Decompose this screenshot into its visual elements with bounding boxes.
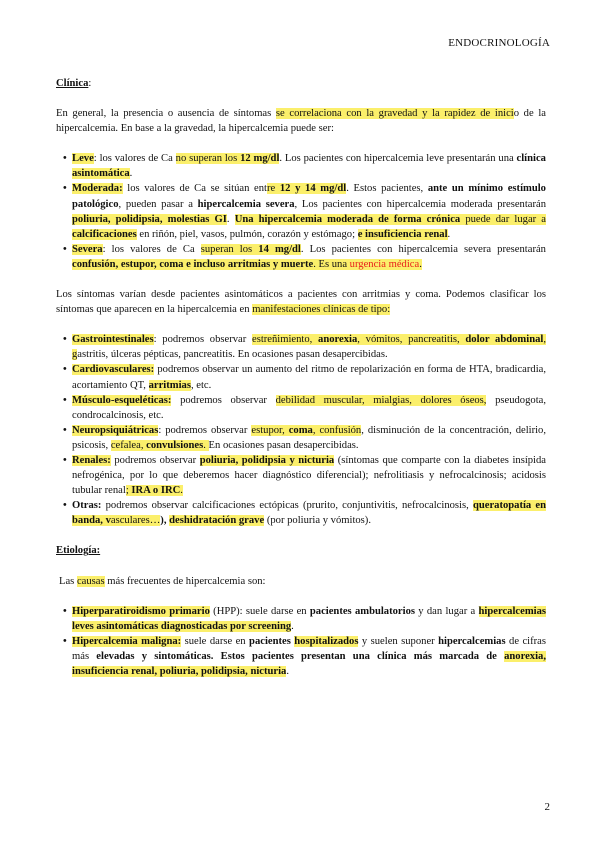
section-title-etiologia: Etiología: (56, 545, 101, 557)
list-item-hipercalcemia-maligna: • Hipercalcemia maligna: suele darse en pacientes hospitalizados y suelen suponer hipercalcemias de cifras más elevadas y sintomáticas. Estos pacientes presentan una clínica más marcada de anorexia, insuficiencia renal, poliuria, polidipsia, nicturia. (63, 635, 546, 677)
page-number: 2 (544, 801, 550, 813)
clinica-intro-paragraph: En general, la presencia o ausencia de síntomas se correlaciona con la gravedad y la rapidez de inicio de la hipercalcemia. En base a la gravedad, la hipercalcemia puede ser: (56, 108, 546, 135)
section-title-clinica: Clínica: (56, 78, 92, 89)
list-item-renales: • Renales: podremos observar poliuria, polidipsia y nicturia (síntomas que comparte con la diabetes insípida nefrogénica, por lo que deberemos hacer diagnóstico diferencial); nefrolitiasis y nefrocalcinosis; acidosis tubular renal; IRA o IRC. (63, 454, 546, 497)
severity-list (56, 151, 546, 272)
sintomas-intro-paragraph: Los síntomas varían desde pacientes asintomáticos a pacientes con arritmias y coma. Podemos clasificar los síntomas que aparecen en la hipercalcemia en manifestaciones clínicas de tipo: (56, 289, 546, 316)
etiologia-intro-paragraph: Las causas más frecuentes de hipercalcemia son: (59, 575, 266, 587)
causes-list (56, 604, 546, 679)
list-item-severa: • Severa: los valores de Ca superan los 14 mg/dl. Los pacientes con hipercalcemia severa presentarán confusión, estupor, coma e incluso arritmias y muerte. Es una urgencia médica. (63, 243, 546, 270)
list-item-gastrointestinales: • Gastrointestinales: podremos observar estreñimiento, anorexia, vómitos, pancreatitis, dolor abdominal, gastritis, úlceras pépticas, pancreatitis. En ocasiones pasan desapercibidas. (63, 334, 546, 361)
page-content (56, 76, 546, 679)
list-item-cardiovasculares: • Cardiovasculares: podremos observar un aumento del ritmo de repolarización en forma de HTA, bradicardia, acortamiento QT, arritmias, etc. (63, 364, 546, 391)
list-item-neuropsiquiatricas: • Neuropsiquiátricas: podremos observar estupor, coma, confusión, disminución de la concentración, delirio, psicosis, cefalea, convulsiones. En ocasiones pasan desapercibidas. (63, 424, 546, 451)
list-item-musculo-esqueleticas: • Músculo-esqueléticas: podremos observar debilidad muscular, mialgias, dolores óseos, pseudogota, condrocalcinosis, etc. (63, 394, 546, 421)
manifestations-list (56, 332, 546, 528)
list-item-hpp: • Hiperparatiroidismo primario (HPP): suele darse en pacientes ambulatorios y dan lugar a hipercalcemias leves asintomáticas diagnosticadas por screening. (63, 605, 547, 632)
list-item-leve: • Leve: los valores de Ca no superan los 12 mg/dl. Los pacientes con hipercalcemia leve presentarán una clínica asintomática. (63, 153, 546, 180)
list-item-moderada: • Moderada: los valores de Ca se sitúan entre 12 y 14 mg/dl. Estos pacientes, ante un mínimo estímulo patológico, pueden pasar a hipercalcemia severa, Los pacientes con hipercalcemia moderada presentarán poliuria, polidipsia, molestias GI. Una hipercalcemia moderada de forma crónica puede dar lugar a calcificaciones en riñón, piel, vasos, pulmón, corazón y estómago; e insuficiencia renal. (63, 183, 547, 240)
list-item-otras: • Otras: podremos observar calcificaciones ectópicas (prurito, conjuntivitis, nefrocalcinosis, queratopatía en banda, vasculares…), deshidratación grave (por poliuria y vómitos). (63, 500, 547, 527)
page-header: ENDOCRINOLOGÍA (448, 37, 550, 49)
